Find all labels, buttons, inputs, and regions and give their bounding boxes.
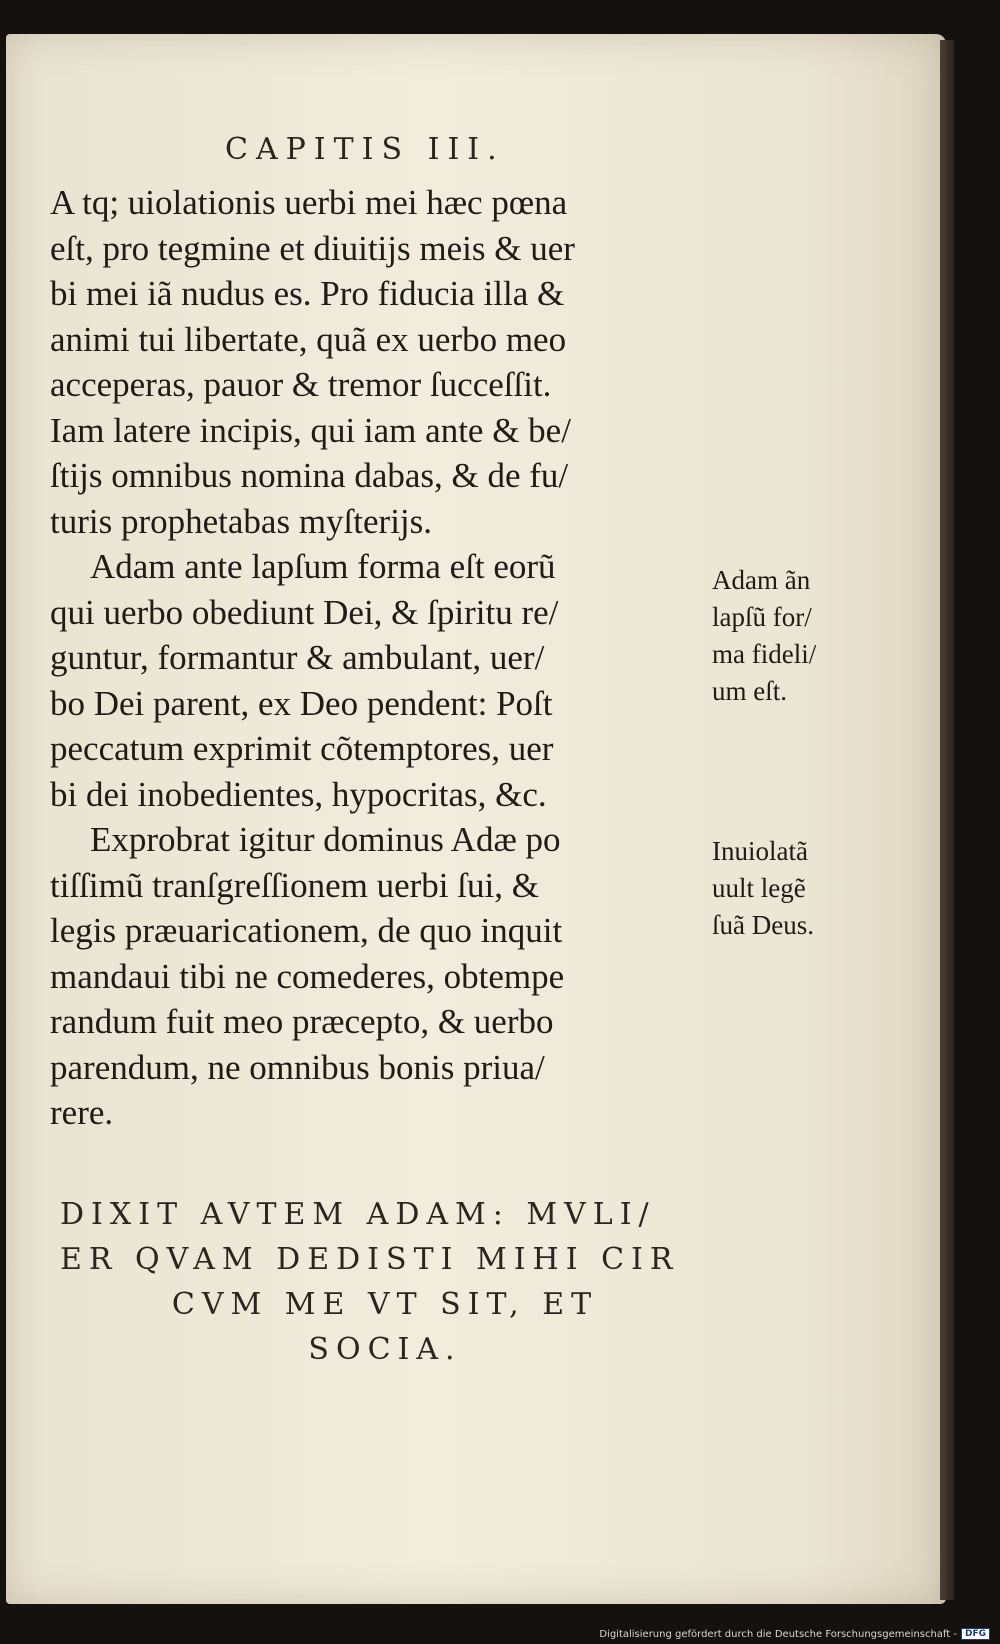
text-line: eſt, pro tegmine et diuitijs meis & uer	[50, 228, 575, 268]
credit-text: Digitalisierung gefördert durch die Deutsche Forschungsgemeinschaft -	[599, 1628, 957, 1640]
text-line: randum fuit meo præcepto, & uerbo	[50, 1002, 554, 1041]
caps-line: CVM ME VT SIT, ET	[171, 1287, 599, 1322]
text-line: A tq; uiolationis uerbi mei hæc pœna	[50, 183, 568, 222]
text-line: parendum, ne omnibus bonis priua/	[50, 1047, 545, 1087]
margin-note-line: lapſũ for/	[712, 602, 812, 632]
margin-note-inuiolata	[712, 833, 862, 944]
text-line: Exprobrat igitur dominus Adæ po	[90, 820, 561, 859]
margin-note-line: ſuã Deus.	[712, 910, 814, 940]
text-line: bi mei iã nudus es. Pro fiducia illa &	[50, 274, 565, 313]
capitals-verse	[60, 1192, 710, 1372]
margin-note-line: um eſt.	[712, 676, 787, 706]
text-line: peccatum exprimit cõtemptores, uer	[50, 729, 554, 768]
text-line: tiſſimũ tranſgreſſionem uerbi ſui, &	[50, 865, 539, 905]
text-line: animi tui libertate, quã ex uerbo meo	[50, 319, 567, 359]
dfg-logo: DFG	[961, 1628, 990, 1640]
text-line: turis prophetabas myſterijs.	[50, 501, 433, 541]
text-line: rere.	[50, 1093, 114, 1132]
text-line: ſtijs omnibus nomina dabas, & de fu/	[50, 456, 569, 495]
text-line: legis præuaricationem, de quo inquit	[50, 911, 563, 950]
margin-note-line: Inuiolatã	[712, 836, 808, 866]
body-text	[50, 180, 700, 1136]
margin-note-line: Adam ãn	[712, 565, 811, 595]
page-edge	[940, 40, 954, 1600]
text-line: Iam latere incipis, qui iam ante & be/	[50, 410, 571, 450]
running-head: CAPITIS III.	[225, 132, 505, 167]
caps-line: SOCIA.	[308, 1332, 462, 1367]
text-line: bo Dei parent, ex Deo pendent: Poſt	[50, 683, 553, 723]
digitization-credit	[599, 1628, 990, 1640]
margin-note-line: ma fideli/	[712, 639, 817, 669]
text-line: bi dei inobedientes, hypocritas, &c.	[50, 774, 547, 814]
text-line: qui uerbo obediunt Dei, & ſpiritu re/	[50, 592, 559, 632]
text-line: Adam ante lapſum forma eſt eorũ	[90, 547, 556, 586]
text-line: guntur, formantur & ambulant, uer/	[50, 638, 545, 677]
text-line: acceperas, pauor & tremor ſucceſſit.	[50, 365, 552, 404]
text-line: mandaui tibi ne comederes, obtempe	[50, 956, 565, 996]
margin-note-adam	[712, 562, 862, 710]
margin-note-line: uult legẽ	[712, 873, 806, 903]
caps-line: ER QVAM DEDISTI MIHI CIR	[60, 1242, 680, 1277]
caps-line: DIXIT AVTEM ADAM: MVLI/	[60, 1197, 656, 1232]
